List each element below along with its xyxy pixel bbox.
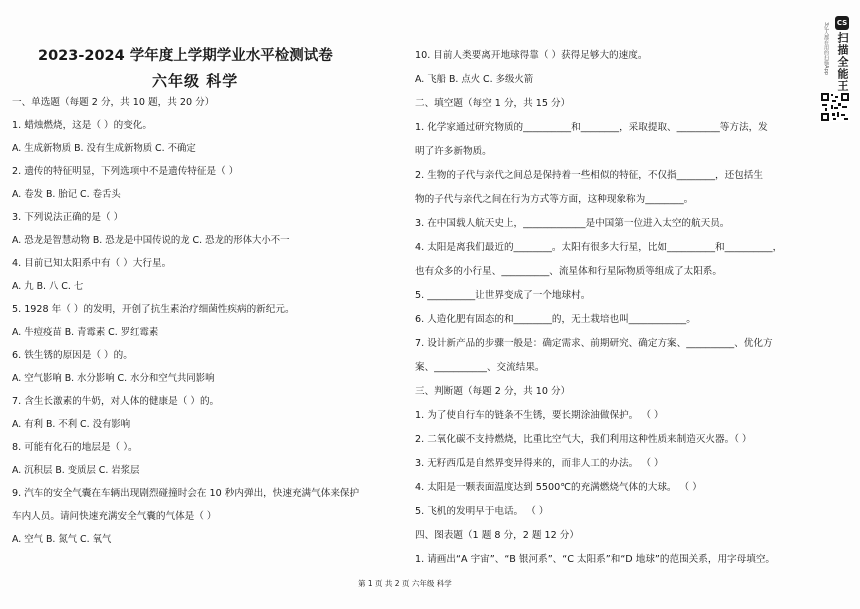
option-line: A. 有利 B. 不利 C. 没有影响	[12, 419, 131, 430]
section-heading: 一、单选题（每题 2 分，共 10 题，共 20 分）	[12, 97, 215, 108]
question-line: 1. 蜡烛燃烧，这是（ ）的变化。	[12, 120, 152, 131]
question-line: 5. __________让世界变成了一个地球村。	[415, 290, 591, 301]
question-line: 6. 人造化肥有固态的和________的，无土栽培也叫____________。	[415, 314, 696, 325]
question-line: 1. 请画出“A 宇宙”、“B 银河系”、“C 太阳系”和“D 地球”的范围关系，用字母填空。	[415, 554, 776, 565]
section-heading: 二、填空题（每空 1 分，共 15 分）	[415, 98, 571, 109]
option-line: A. 沉积层 B. 变质层 C. 岩浆层	[12, 465, 140, 476]
cs-logo-icon: CS	[835, 16, 849, 30]
option-line: A. 九 B. 八 C. 七	[12, 281, 84, 292]
question-line: 案、___________、交流结果。	[415, 362, 545, 373]
option-line: A. 恐龙是智慧动物 B. 恐龙是中国传说的龙 C. 恐龙的形体大小不一	[12, 235, 290, 246]
question-line: 明了许多新物质。	[415, 146, 492, 157]
question-line: 2. 二氧化碳不支持燃烧，比重比空气大，我们利用这种性质来制造灭火器。（ ）	[415, 434, 752, 445]
brand-tagline: 3亿人都在用的扫描App	[823, 22, 829, 75]
option-line: A. 牛痘疫苗 B. 青霉素 C. 罗红霉素	[12, 327, 159, 338]
option-line: A. 卷发 B. 胎记 C. 卷舌头	[12, 189, 121, 200]
exam-subtitle: 六年级 科学	[152, 72, 239, 90]
brand-name: 扫描全能王	[836, 32, 849, 92]
scanner-watermark	[818, 10, 858, 130]
question-line: 8. 可能有化石的地层是（ ）。	[12, 442, 138, 453]
section-heading: 三、判断题（每题 2 分，共 10 分）	[415, 386, 571, 397]
question-line: 7. 设计新产品的步骤一般是：确定需求、前期研究、确定方案、__________、优化方	[415, 338, 773, 349]
page-footer: 第 1 页 共 2 页 六年级 科学	[358, 579, 452, 588]
question-line: 5. 1928 年（ ）的发明，开创了抗生素治疗细菌性疾病的新纪元。	[12, 304, 295, 315]
question-line: 2. 遗传的特征明显，下列选项中不是遗传特征是（ ）	[12, 166, 239, 177]
scanner-brand	[834, 16, 850, 94]
question-line: 3. 下列说法正确的是（ ）	[12, 212, 124, 223]
question-line: 4. 太阳是一颗表面温度达到 5500℃的充满燃烧气体的大球。 （ ）	[415, 482, 702, 493]
question-line: 1. 为了使自行车的链条不生锈，要长期涂油做保护。 （ ）	[415, 410, 664, 421]
option-line: A. 空气影响 B. 水分影响 C. 水分和空气共同影响	[12, 373, 215, 384]
question-line: 7. 含生长激素的牛奶，对人体的健康是（ ）的。	[12, 396, 220, 407]
question-line: 车内人员。请问快速充满安全气囊的气体是（ ）	[12, 511, 217, 522]
question-line: 10. 目前人类要离开地球得靠（ ）获得足够大的速度。	[415, 50, 648, 61]
question-line: 5. 飞机的发明早于电话。 （ ）	[415, 506, 549, 517]
question-line: 2. 生物的子代与亲代之间总是保持着一些相似的特征，不仅指________，还包括生	[415, 170, 763, 181]
qr-code-icon	[820, 92, 850, 122]
exam-title: 2023-2024 学年度上学期学业水平检测试卷	[38, 48, 333, 64]
question-line: 4. 目前已知太阳系中有（ ）大行星。	[12, 258, 172, 269]
question-line: 6. 铁生锈的原因是（ ）的。	[12, 350, 133, 361]
option-line: A. 飞船 B. 点火 C. 多级火箭	[415, 74, 534, 85]
question-line: 1. 化学家通过研究物质的__________和________，采取提取、_________等方法，发	[415, 122, 768, 133]
option-line: A. 生成新物质 B. 没有生成新物质 C. 不确定	[12, 143, 196, 154]
question-line: 4. 太阳是离我们最近的________。太阳有很多大行星，比如__________和__________，	[415, 242, 783, 253]
question-line: 也有众多的小行星、__________、流星体和行星际物质等组成了太阳系。	[415, 266, 722, 277]
question-line: 物的子代与亲代之间在行为方式等方面，这种现象称为________。	[415, 194, 694, 205]
section-heading: 四、图表题（1 题 8 分，2 题 12 分）	[415, 530, 579, 541]
question-line: 3. 无籽西瓜是自然界变异得来的，而非人工的办法。 （ ）	[415, 458, 664, 469]
option-line: A. 空气 B. 氮气 C. 氧气	[12, 534, 112, 545]
question-line: 9. 汽车的安全气囊在车辆出现剧烈碰撞时会在 10 秒内弹出，快速充满气体来保护	[12, 488, 360, 499]
question-line: 3. 在中国载人航天史上，_____________是中国第一位进入太空的航天员。	[415, 218, 730, 229]
